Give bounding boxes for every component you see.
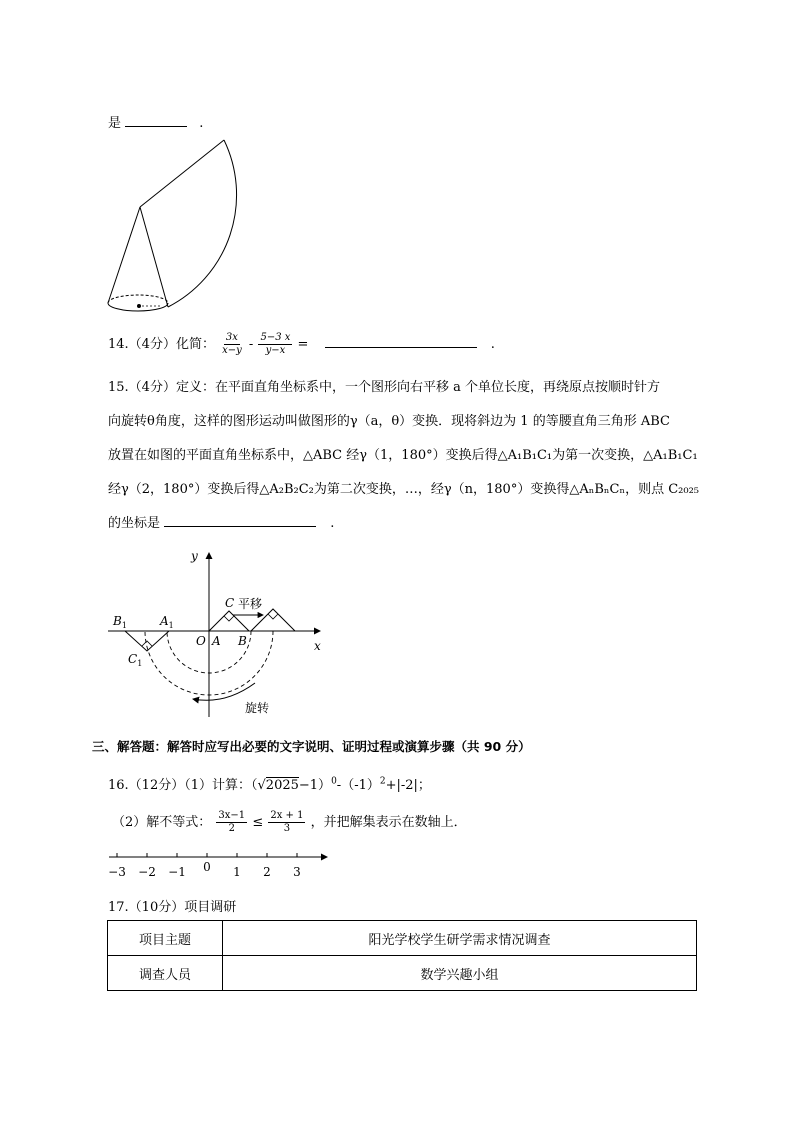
q17-label: 17.（10分）项目调研 — [108, 900, 237, 915]
q15-line5-prefix: 的坐标是 — [108, 516, 161, 531]
label-a1: $A_1$ — [160, 614, 174, 630]
q15-line5-suffix: . — [330, 516, 335, 531]
label-a: A — [212, 634, 221, 648]
q16-exp0: 0 — [331, 776, 337, 787]
q13-suffix: . — [199, 116, 204, 131]
q16-part2-suffix: ，并把解集表示在数轴上． — [310, 815, 467, 830]
q14-frac2-den: y−x — [265, 345, 286, 356]
rotate-label: 旋转 — [245, 701, 270, 715]
q16-part1-label: 16.（12分）（1）计算：（ — [108, 778, 258, 793]
q15-line3: 放置在如图的平面直角坐标系中，△ABC 经γ（1，180°）变换后得△A₁B₁C₁为第一次变换，△A₁B₁C₁ — [108, 448, 698, 463]
q13-prefix: 是 — [108, 116, 122, 131]
rotate-arrow — [193, 683, 255, 700]
table-key-cell: 项目主题 — [108, 921, 223, 956]
translate-label: 平移 — [238, 597, 263, 611]
q16-exp2: 2 — [379, 776, 386, 787]
q14: 14.（4分）化简： $\frac{3x}{x-y}$ - $\frac{5-3 x}{y-x}$ = . — [108, 332, 495, 356]
sqrt-symbol: √ — [257, 778, 266, 793]
table-value-cell: 数学兴趣小组 — [223, 956, 697, 991]
cone-sector-figure — [100, 135, 250, 315]
q14-label: 14.（4分）化简： — [108, 337, 215, 352]
q15-line5 — [108, 512, 334, 531]
table-row — [108, 921, 697, 956]
q14-frac1 — [220, 332, 244, 357]
q14-frac1-den: x−y — [222, 345, 242, 356]
section3-heading: 三、解答题：解答时应写出必要的文字说明、证明过程或演算步骤（共 90 分） — [92, 739, 531, 754]
q16-leq: ≤ — [252, 815, 264, 830]
q16-frac-right-num: 2x + 1 — [270, 810, 304, 821]
right-angle-mark — [224, 616, 234, 621]
q15-line2: 向旋转θ角度，这样的图形运动叫做图形的γ（a，θ）变换．现将斜边为 1 的等腰直角三角形 ABC — [108, 414, 670, 429]
table-value-cell: 阳光学校学生研学需求情况调查 — [223, 921, 697, 956]
q15-line4: 经γ（2，180°）变换后得△A₂B₂C₂为第二次变换，…，经γ（n，180°）变换得△AₙBₙCₙ，则点 C₂₀₂₅ — [108, 482, 700, 497]
label-c: C — [225, 596, 235, 610]
x-axis-label: x — [314, 639, 321, 653]
q14-answer-blank — [325, 335, 477, 348]
q16-frac-left — [216, 810, 247, 835]
right-angle-mark-3 — [142, 641, 152, 646]
triangle-translated — [251, 609, 295, 631]
q16-frac-right-den: 3 — [283, 823, 291, 834]
q13-tail — [108, 112, 203, 131]
coordinate-transform-figure — [105, 545, 330, 720]
number-line-tick-label: −2 — [138, 865, 156, 879]
right-angle-mark-2 — [268, 614, 278, 619]
origin-label: O — [196, 634, 206, 648]
q16-part2-label: （2）解不等式： — [112, 815, 212, 830]
q14-frac2 — [258, 332, 292, 357]
label-c1: $C_1$ — [128, 652, 143, 668]
q16-dash: - — [336, 778, 342, 793]
q16-frac-right — [268, 810, 305, 835]
number-line-tick-label: 2 — [263, 865, 271, 879]
q14-frac2-num: 5−3 x — [260, 332, 291, 343]
q13-answer-blank — [125, 114, 187, 127]
q16-frac-left-num: 3x−1 — [218, 810, 246, 821]
q16-part1-rest: −1） — [298, 778, 332, 793]
q16-frac-left-den: 2 — [228, 823, 235, 834]
number-line-tick-label: 3 — [293, 865, 301, 879]
q14-frac1-num: 3x — [225, 332, 238, 343]
q16-part2 — [112, 810, 467, 835]
q16-part1 — [108, 774, 431, 793]
q16-part1-c: +|-2|； — [385, 778, 431, 793]
q14-suffix: . — [490, 337, 495, 352]
number-line — [105, 845, 335, 880]
q15-answer-blank — [164, 514, 316, 527]
label-b: B — [238, 634, 247, 648]
y-axis-label: y — [191, 549, 198, 563]
number-line-tick-label: −3 — [108, 865, 126, 879]
number-line-tick-label: 1 — [233, 865, 241, 879]
label-b1: $B_1$ — [113, 614, 127, 630]
q15-line1: 15.（4分）定义：在平面直角坐标系中，一个图形向右平移 a 个单位长度，再绕原点按顺时针方 — [108, 380, 660, 395]
q14-equals: = — [297, 337, 309, 352]
table-row — [108, 956, 697, 991]
q16-radicand: 2025 — [265, 778, 299, 793]
q16-part1-b: （-1） — [341, 778, 380, 793]
number-line-tick-label: −1 — [168, 865, 186, 879]
number-line-tick-label: 0 — [203, 860, 211, 874]
table-key-cell: 调查人员 — [108, 956, 223, 991]
project-table — [107, 920, 697, 991]
